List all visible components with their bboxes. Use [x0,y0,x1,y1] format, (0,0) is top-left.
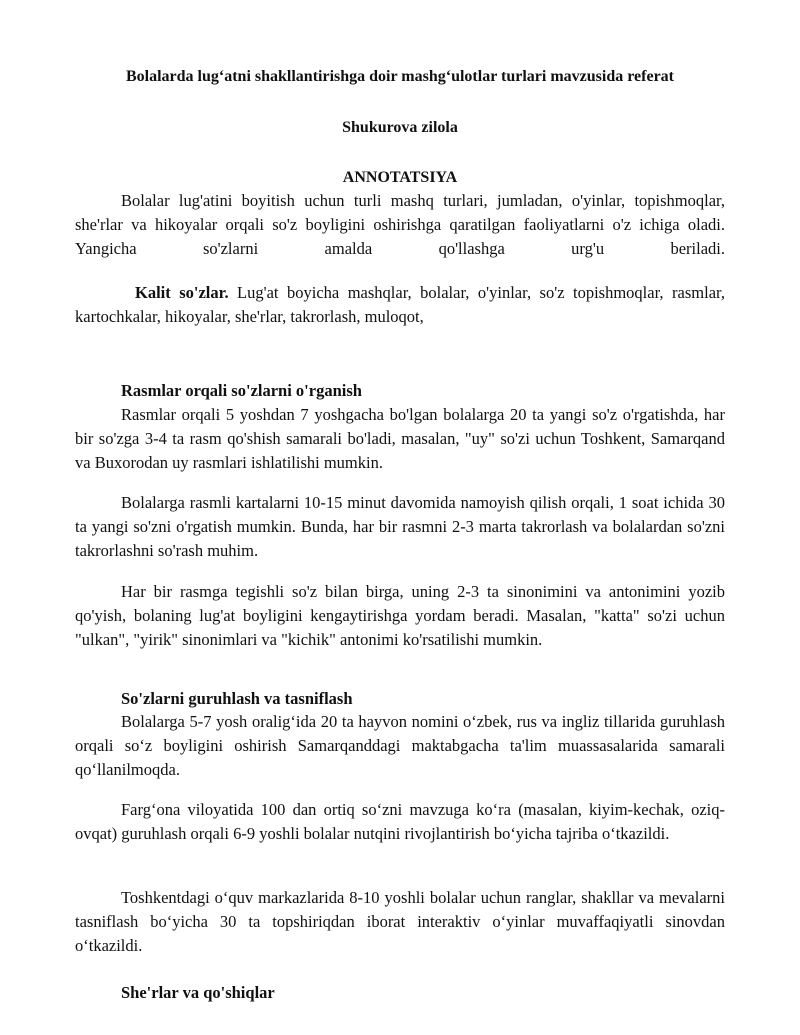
body-paragraph: Bolalarga rasmli kartalarni 10-15 minut davomida namoyish qilish orqali, 1 soat ichida 30 ta yangi so'zni o'rgatish mumkin. Bunda, har bir rasmni 2-3 marta takrorlash va bolalardan so'zni takrorlashni so'rash muhim. [75,493,725,560]
section-heading: She'rlar va qo'shiqlar [121,983,275,1002]
keywords-paragraph [75,281,725,329]
section-heading: So'zlarni guruhlash va tasniflash [121,689,353,708]
body-paragraph: Farg‘ona viloyatida 100 dan ortiq so‘zni mavzuga ko‘ra (masalan, kiyim-kechak, oziq-ovqat) guruhlash orqali 6-9 yoshli bolalar nutqini rivojlantirish bo‘yicha tajriba o‘tkazildi. [75,800,725,843]
keywords-text: Lug'at boyicha mashqlar, bolalar, o'yinlar, so'z topishmoqlar, rasmlar, kartochkalar, hikoyalar, she'rlar, takrorlash, muloqot, [75,283,725,326]
keywords-label: Kalit so'zlar. [135,283,229,302]
document-author: Shukurova zilola [342,119,458,136]
section-heading: Rasmlar orqali so'zlarni o'rganish [121,381,362,400]
body-paragraph: Toshkentdagi o‘quv markazlarida 8-10 yoshli bolalar uchun ranglar, shakllar va mevalarni tasniflash bo‘yicha 30 ta topshiriqdan iborat interaktiv o‘yinlar muvaffaqiyatli sinovdan o‘tkazildi. [75,888,725,955]
body-paragraph: Bolalarga 5-7 yosh oralig‘ida 20 ta hayvon nomini o‘zbek, rus va ingliz tillarida guruhlash orqali so‘z boyligini oshirish Samarqanddagi maktabgacha ta'lim muassasalarida samarali qo‘llanilmoqda. [75,712,725,779]
document-title: Bolalarda lug‘atni shakllantirishga doir mashg‘ulotlar turlari mavzusida referat [125,68,675,85]
body-paragraph: Har bir rasmga tegishli so'z bilan birga, uning 2-3 ta sinonimini va antonimini yozib qo'yish, bolaning lug'at boyligini kengaytirishga yordam beradi. Masalan, "katta" so'zi uchun "ulkan", "yirik" sinonimlari va "kichik" antonimi ko'rsatilishi mumkin. [75,582,725,649]
annotation-heading: ANNOTATSIYA [342,169,458,186]
body-paragraph: Rasmlar orqali 5 yoshdan 7 yoshgacha bo'lgan bolalarga 20 ta yangi so'z o'rgatishda, har bir so'zga 3-4 ta rasm qo'shish samarali bo'ladi, masalan, "uy" so'zi uchun Toshkent, Samarqand va Buxorodan uy rasmlari ishlatilishi mumkin. [75,405,725,472]
annotation-paragraph: Bolalar lug'atini boyitish uchun turli mashq turlari, jumladan, o'yinlar, topishmoqlar, she'rlar va hikoyalar orqali so'z boyligini oshirishga qaratilgan faoliyatlarni o'z ichiga oladi. Yangicha so'zlarni amalda qo'llashga urg'u beriladi. [75,191,725,258]
